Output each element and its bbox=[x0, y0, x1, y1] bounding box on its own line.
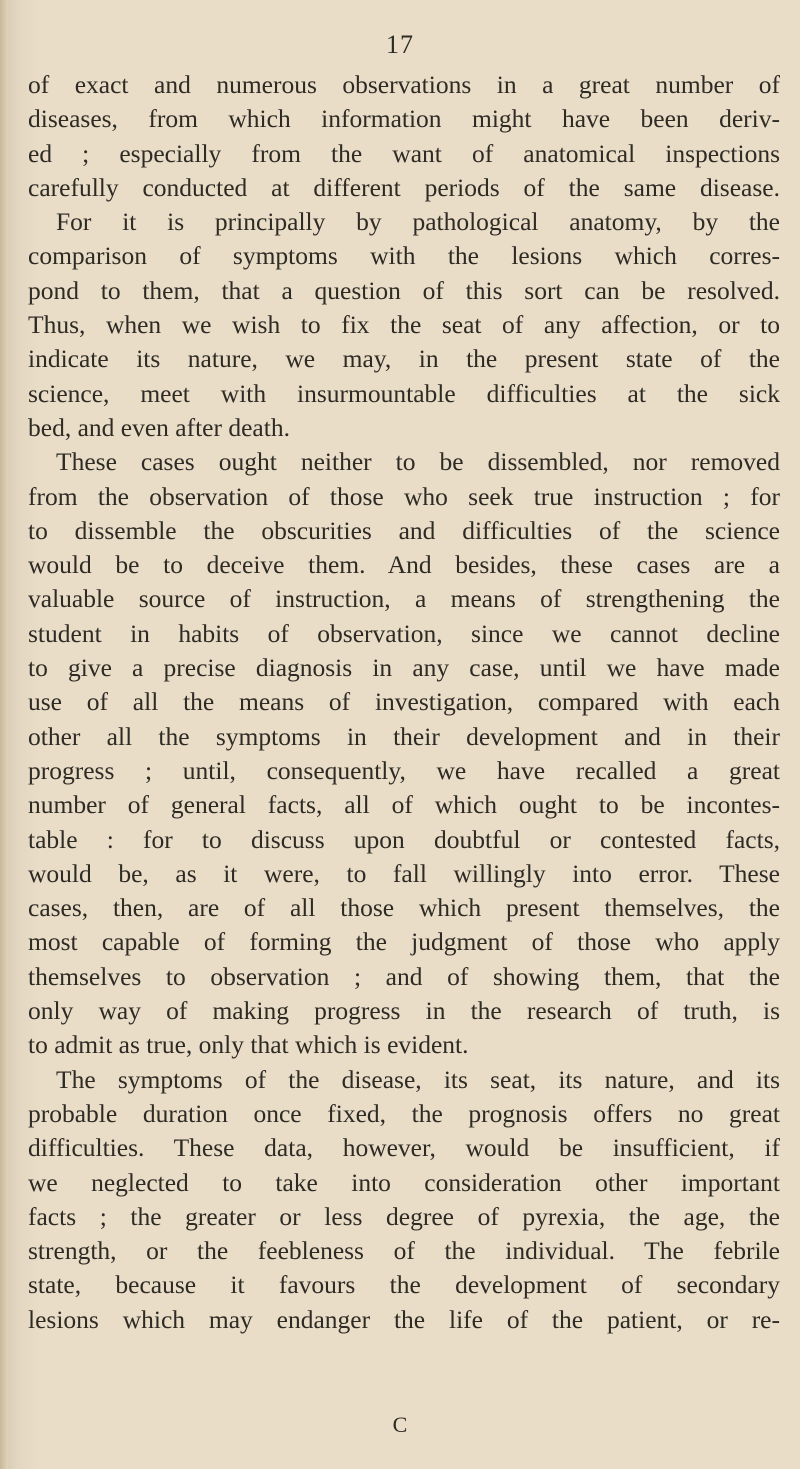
text-line: use of all the means of investigation, compared with each bbox=[28, 687, 780, 717]
text-line: table : for to discuss upon doubtful or contested facts, bbox=[28, 824, 780, 854]
text-line: state, because it favours the development of secondary bbox=[28, 1270, 780, 1300]
text-line: other all the symptoms in their development and in their bbox=[28, 721, 780, 751]
text-line: we neglected to take into consideration other important bbox=[28, 1167, 780, 1197]
text-line: diseases, from which information might have been deriv- bbox=[28, 104, 780, 134]
text-line: valuable source of instruction, a means of strengthening the bbox=[28, 584, 780, 614]
text-line: number of general facts, all of which ought to be incontes- bbox=[28, 790, 780, 820]
text-line: ed ; especially from the want of anatomical inspections bbox=[28, 138, 780, 168]
text-line: lesions which may endanger the life of the patient, or re- bbox=[28, 1304, 780, 1334]
text-line: to dissemble the obscurities and difficulties of the science bbox=[28, 515, 780, 545]
text-line: to admit as true, only that which is evident. bbox=[28, 1030, 469, 1060]
text-line: difficulties. These data, however, would be insufficient, if bbox=[28, 1133, 780, 1163]
text-line: carefully conducted at different periods of the same disease. bbox=[28, 172, 780, 202]
body-text bbox=[28, 68, 780, 1337]
text-line: comparison of symptoms with the lesions which corres- bbox=[28, 241, 780, 271]
text-line: probable duration once fixed, the prognosis offers no great bbox=[28, 1098, 780, 1128]
text-line: Thus, when we wish to fix the seat of any affection, or to bbox=[28, 310, 780, 340]
signature-mark: C bbox=[392, 1412, 408, 1437]
text-line: student in habits of observation, since we cannot decline bbox=[28, 618, 780, 648]
text-line: to give a precise diagnosis in any case, until we have made bbox=[28, 653, 780, 683]
text-line: progress ; until, consequently, we have recalled a great bbox=[28, 755, 780, 785]
text-line: bed, and even after death. bbox=[28, 412, 290, 442]
text-line: of exact and numerous observations in a great number of bbox=[28, 70, 780, 99]
text-line: facts ; the greater or less degree of pyrexia, the age, the bbox=[28, 1201, 780, 1231]
text-line: indicate its nature, we may, in the present state of the bbox=[28, 344, 780, 374]
text-line: only way of making progress in the research of truth, is bbox=[28, 996, 780, 1026]
text-line: pond to them, that a question of this sort can be resolved. bbox=[28, 275, 780, 305]
text-line: from the observation of those who seek true instruction ; for bbox=[28, 481, 780, 511]
text-line: would be, as it were, to fall willingly into error. These bbox=[28, 858, 780, 888]
text-line: strength, or the feebleness of the individual. The febrile bbox=[28, 1236, 780, 1266]
text-line: would be to deceive them. And besides, these cases are a bbox=[28, 550, 780, 580]
text-line: These cases ought neither to be dissembled, nor removed bbox=[56, 447, 780, 477]
page-gutter bbox=[0, 0, 8, 1469]
text-line: cases, then, are of all those which present themselves, the bbox=[28, 893, 780, 923]
text-line: For it is principally by pathological anatomy, by the bbox=[56, 207, 780, 237]
text-line: The symptoms of the disease, its seat, its nature, and its bbox=[56, 1064, 780, 1094]
text-line: science, meet with insurmountable difficulties at the sick bbox=[28, 378, 780, 408]
text-line: most capable of forming the judgment of those who apply bbox=[28, 927, 780, 957]
page-number: 17 bbox=[386, 30, 414, 59]
text-line: themselves to observation ; and of showing them, that the bbox=[28, 961, 780, 991]
